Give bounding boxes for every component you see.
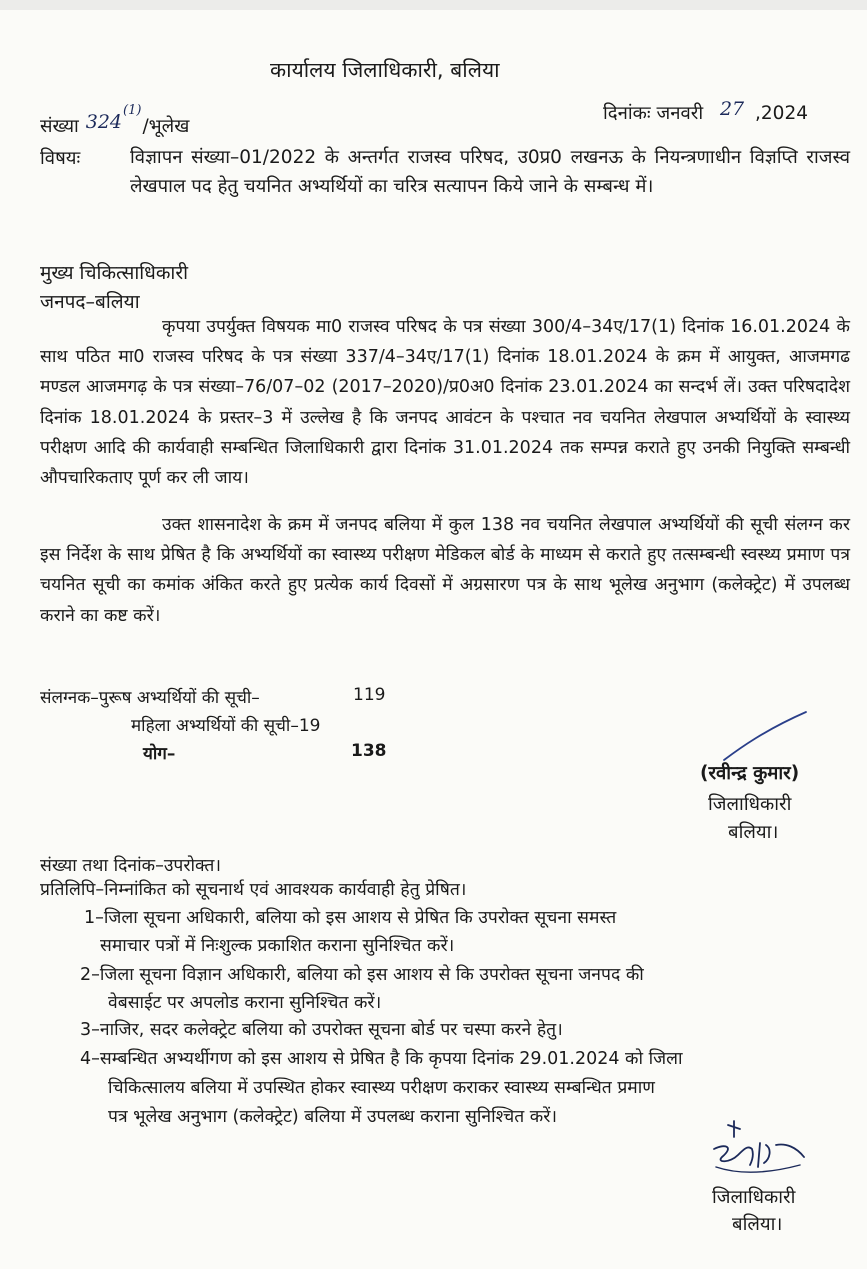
cc-item-4-line-3: पत्र भूलेख अनुभाग (कलेक्ट्रेट) बलिया में उपलब्ध कराना सुनिश्चित करें। <box>108 1107 557 1127</box>
cc-item-2-line-1: 2–जिला सूचना विज्ञान अधिकारी, बलिया को इस आशय से कि उपरोक्त सूचना जनपद की <box>80 965 644 985</box>
addressee-title: मुख्य चिकित्साधिकारी <box>40 262 189 284</box>
subject-label: विषयः <box>40 148 81 169</box>
handwritten-number: 324 <box>85 111 123 133</box>
cc-heading: प्रतिलिपि–निम्नांकित को सूचनार्थ एवं आवश्यक कार्यवाही हेतु प्रेषित। <box>40 880 467 900</box>
cc-item-1-line-1: 1–जिला सूचना अधिकारी, बलिया को इस आशय से प्रेषित कि उपरोक्त सूचना समस्त <box>84 908 617 928</box>
signatory-name: (रवीन्द्र कुमार) <box>700 763 800 784</box>
enclosure-female-line: महिला अभ्यर्थियों की सूची–19 <box>131 716 321 736</box>
handwritten-superscript: (1) <box>123 103 142 118</box>
enclosure-total-count: 138 <box>351 741 387 761</box>
cc-item-4-line-1: 4–सम्बन्धित अभ्यर्थीगण को इस आशय से प्रेषित है कि कृपया दिनांक 29.01.2024 को जिला <box>80 1049 683 1069</box>
cc-reference: संख्या तथा दिनांक–उपरोक्त। <box>40 856 222 876</box>
signatory-district: बलिया। <box>728 822 779 843</box>
addressee-district: जनपद–बलिया <box>40 291 140 313</box>
cc-item-4-line-2: चिकित्सालय बलिया में उपस्थित होकर स्वास्थ्य परीक्षण कराकर स्वास्थ्य सम्बन्धित प्रमाण <box>108 1078 655 1098</box>
initials-signature <box>700 1115 820 1185</box>
letter-number: संख्या 324$^{(1)}$/भूलेख <box>40 103 190 137</box>
office-title: कार्यालय जिलाधिकारी, बलिया <box>270 58 500 82</box>
body-paragraph-1: कृपया उपर्युक्त विषयक मा0 राजस्व परिषद के पत्र संख्या 300/4–34ए/17(1) दिनांक 16.01.2024 के साथ पठित मा0 राजस्व परिषद के पत्र संख्या 337/4–34ए/17(1) दिनांक 18.01.2024 के क्रम में आयुक्त, आजमगढ मण्डल आजमगढ़ के पत्र संख्या–76/07–02 (2017–2020)/प्र0अ0 दिनांक 23.01.2024 का सन्दर्भ लें। उक्त परिषदादेश दिनांक 18.01.2024 के प्रस्तर–3 में उल्लेख है कि जनपद आवंटन के पश्चात नव चयनित लेखपाल अभ्यर्थियों के स्वास्थ्य परीक्षण आदि की कार्यवाही सम्बन्धित जिलाधिकारी द्वारा दिनांक 31.01.2024 तक सम्पन्न कराते हुए उनकी नियुक्ति सम्बन्धी औपचारिकताए पूर्ण कर ली जाय। <box>40 317 850 489</box>
cc-item-2-line-2: वेबसाईट पर अपलोड कराना सुनिश्चित करें। <box>108 993 382 1013</box>
cc-item-1-line-2: समाचार पत्रों में निःशुल्क प्रकाशित कराना सुनिश्चित करें। <box>100 936 455 956</box>
signature-mark-1 <box>720 708 820 768</box>
closing-designation: जिलाधिकारी <box>712 1187 796 1208</box>
enclosure-male-label: संलग्नक–पुरूष अभ्यर्थियों की सूची– <box>40 688 260 708</box>
cc-item-3-line-1: 3–नाजिर, सदर कलेक्ट्रेट बलिया को उपरोक्त सूचना बोर्ड पर चस्पा करने हेतु। <box>80 1020 563 1040</box>
handwritten-day: 27 <box>719 98 745 120</box>
letter-date: दिनांकः जनवरी 27 ,2024 <box>603 98 808 124</box>
body-paragraph-2: उक्त शासनादेश के क्रम में जनपद बलिया में कुल 138 नव चयनित लेखपाल अभ्यर्थियों की सूची संलग्न कर इस निर्देश के साथ प्रेषित है कि अभ्यर्थियों का स्वास्थ्य परीक्षण मेडिकल बोर्ड के माध्यम से कराते हुए तत्सम्बन्धी स्वस्थ्य प्रमाण पत्र चयनित सूची का कमांक अंकित करते हुए प्रत्येक कार्य दिवसों में अग्रसारण पत्र के साथ भूलेख अनुभाग (कलेक्ट्रेट) में उपलब्ध कराने का कष्ट करें। <box>40 515 850 626</box>
enclosure-total-label: योग– <box>143 744 176 764</box>
enclosure-male-count: 119 <box>353 685 386 705</box>
signatory-designation: जिलाधिकारी <box>708 794 792 815</box>
scan-top-edge <box>0 0 867 10</box>
closing-district: बलिया। <box>732 1214 783 1235</box>
subject-text: विज्ञापन संख्या–01/2022 के अन्तर्गत राजस्व परिषद, उ0प्र0 लखनऊ के नियन्त्रणाधीन विज्ञप्ति राजस्व लेखपाल पद हेतु चयनित अभ्यर्थियों का चरित्र सत्यापन किये जाने के सम्बन्ध में। <box>130 147 850 197</box>
